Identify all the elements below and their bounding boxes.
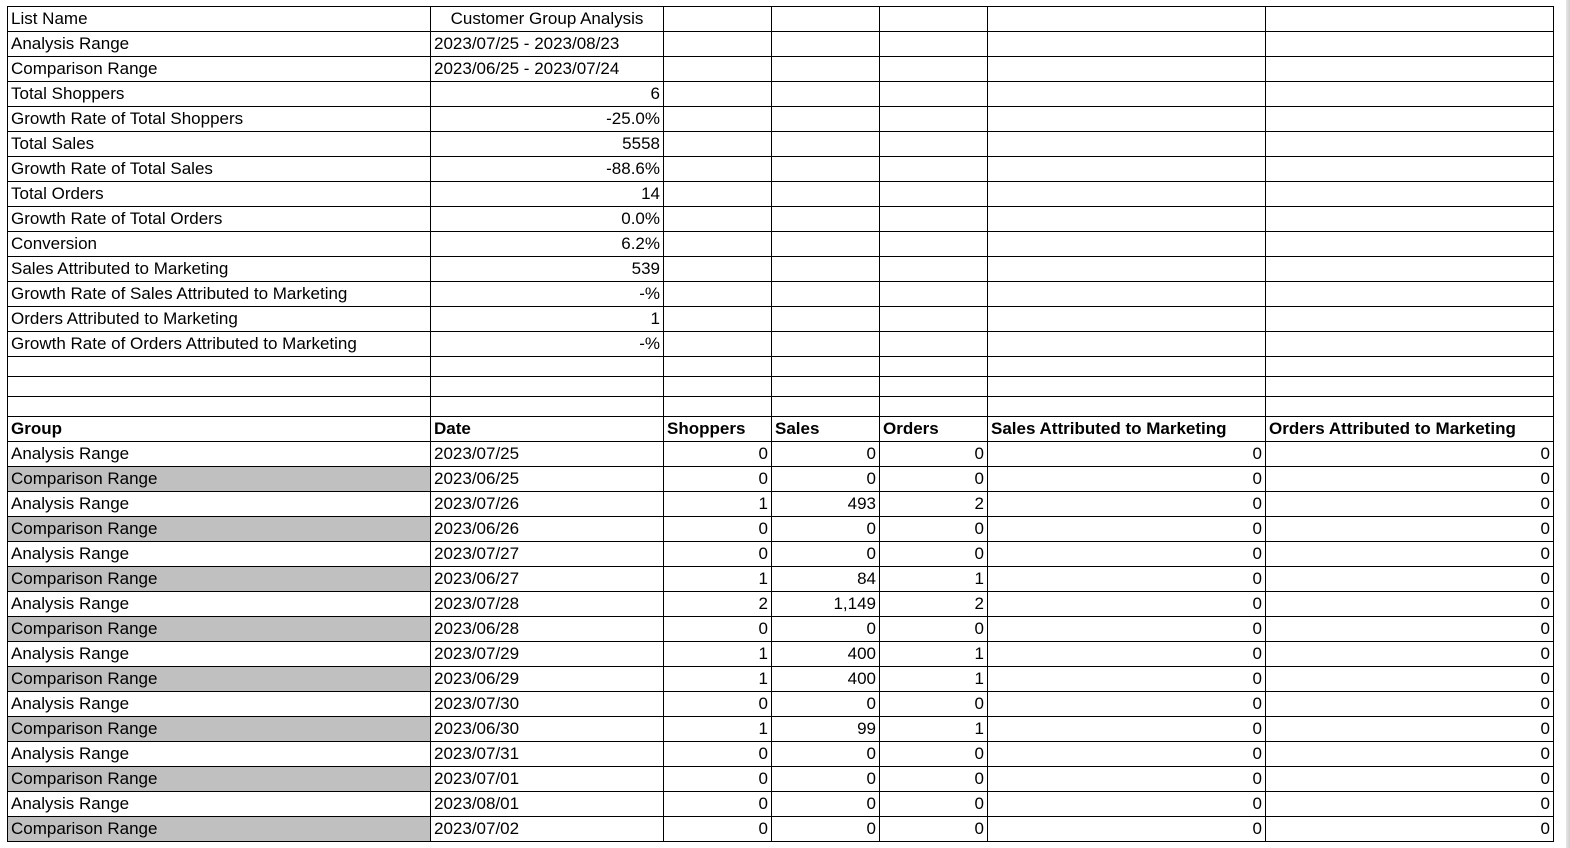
summary-value-cell[interactable]: -25.0%: [431, 107, 664, 132]
group-cell[interactable]: Comparison Range: [8, 567, 431, 592]
summary-row: [8, 7, 1554, 32]
summary-label-cell[interactable]: Total Orders: [8, 182, 431, 207]
shoppers-cell[interactable]: 0: [664, 542, 772, 567]
shoppers-cell[interactable]: 0: [664, 817, 772, 842]
empty-cell[interactable]: [8, 357, 431, 377]
shoppers-cell[interactable]: 1: [664, 717, 772, 742]
empty-cell[interactable]: [1266, 107, 1554, 132]
empty-cell[interactable]: [1266, 82, 1554, 107]
oam-cell[interactable]: 0: [1266, 542, 1554, 567]
summary-value-cell[interactable]: 6.2%: [431, 232, 664, 257]
group-cell[interactable]: Analysis Range: [8, 742, 431, 767]
sam-cell[interactable]: 0: [988, 792, 1266, 817]
sam-cell[interactable]: 0: [988, 642, 1266, 667]
group-cell[interactable]: Analysis Range: [8, 492, 431, 517]
empty-cell[interactable]: [1266, 57, 1554, 82]
summary-row: [8, 307, 1554, 332]
summary-row: [8, 182, 1554, 207]
table-row: [8, 542, 1554, 567]
empty-cell[interactable]: [988, 132, 1266, 157]
empty-cell[interactable]: [772, 257, 880, 282]
summary-row: [8, 257, 1554, 282]
summary-label-cell[interactable]: Growth Rate of Sales Attributed to Marketing: [8, 282, 431, 307]
summary-row: [8, 232, 1554, 257]
orders-cell[interactable]: 2: [880, 492, 988, 517]
orders-cell[interactable]: 0: [880, 442, 988, 467]
table-row: [8, 492, 1554, 517]
empty-cell[interactable]: [1266, 182, 1554, 207]
summary-label-cell[interactable]: List Name: [8, 7, 431, 32]
group-cell[interactable]: Analysis Range: [8, 592, 431, 617]
empty-cell[interactable]: [1266, 232, 1554, 257]
empty-cell[interactable]: [772, 57, 880, 82]
sam-cell[interactable]: 0: [988, 492, 1266, 517]
empty-cell[interactable]: [772, 397, 880, 417]
sales-cell[interactable]: 493: [772, 492, 880, 517]
empty-cell[interactable]: [988, 82, 1266, 107]
empty-cell[interactable]: [988, 157, 1266, 182]
oam-cell[interactable]: 0: [1266, 717, 1554, 742]
empty-cell[interactable]: [880, 82, 988, 107]
orders-cell[interactable]: 2: [880, 592, 988, 617]
table-row: [8, 767, 1554, 792]
orders-cell[interactable]: 1: [880, 642, 988, 667]
summary-label-cell[interactable]: Total Shoppers: [8, 82, 431, 107]
group-cell[interactable]: Comparison Range: [8, 817, 431, 842]
group-cell[interactable]: Comparison Range: [8, 467, 431, 492]
empty-cell[interactable]: [880, 397, 988, 417]
summary-label-cell[interactable]: Comparison Range: [8, 57, 431, 82]
table-row: [8, 517, 1554, 542]
sales-cell[interactable]: 0: [772, 767, 880, 792]
empty-cell[interactable]: [1266, 207, 1554, 232]
column-header[interactable]: Shoppers: [664, 417, 772, 442]
empty-cell[interactable]: [988, 207, 1266, 232]
summary-value-cell[interactable]: -%: [431, 332, 664, 357]
group-cell[interactable]: Comparison Range: [8, 617, 431, 642]
summary-value-cell[interactable]: 1: [431, 307, 664, 332]
orders-cell[interactable]: 0: [880, 517, 988, 542]
empty-cell[interactable]: [772, 307, 880, 332]
sales-cell[interactable]: 0: [772, 467, 880, 492]
summary-row: [8, 132, 1554, 157]
empty-cell[interactable]: [880, 257, 988, 282]
empty-cell[interactable]: [988, 7, 1266, 32]
date-cell[interactable]: 2023/08/01: [431, 792, 664, 817]
empty-cell[interactable]: [880, 132, 988, 157]
date-cell[interactable]: 2023/06/25: [431, 467, 664, 492]
empty-cell[interactable]: [1266, 157, 1554, 182]
sales-cell[interactable]: 400: [772, 642, 880, 667]
empty-cell[interactable]: [988, 32, 1266, 57]
empty-cell[interactable]: [772, 82, 880, 107]
sam-cell[interactable]: 0: [988, 742, 1266, 767]
empty-cell[interactable]: [664, 282, 772, 307]
summary-value-cell[interactable]: 2023/06/25 - 2023/07/24: [431, 57, 664, 82]
empty-cell[interactable]: [1266, 32, 1554, 57]
empty-cell[interactable]: [664, 377, 772, 397]
summary-value-cell[interactable]: 6: [431, 82, 664, 107]
group-cell[interactable]: Comparison Range: [8, 717, 431, 742]
empty-cell[interactable]: [1266, 377, 1554, 397]
empty-cell[interactable]: [988, 377, 1266, 397]
date-cell[interactable]: 2023/06/30: [431, 717, 664, 742]
sales-cell[interactable]: 0: [772, 692, 880, 717]
summary-value-cell[interactable]: -88.6%: [431, 157, 664, 182]
empty-cell[interactable]: [664, 182, 772, 207]
empty-cell[interactable]: [988, 307, 1266, 332]
date-cell[interactable]: 2023/07/02: [431, 817, 664, 842]
empty-cell[interactable]: [772, 32, 880, 57]
table-row: [8, 467, 1554, 492]
group-cell[interactable]: Analysis Range: [8, 442, 431, 467]
empty-cell[interactable]: [1266, 257, 1554, 282]
empty-cell[interactable]: [880, 207, 988, 232]
empty-cell[interactable]: [664, 32, 772, 57]
date-cell[interactable]: 2023/07/26: [431, 492, 664, 517]
sales-cell[interactable]: 1,149: [772, 592, 880, 617]
orders-cell[interactable]: 0: [880, 617, 988, 642]
empty-cell[interactable]: [664, 357, 772, 377]
blank-row: [8, 357, 1554, 377]
group-cell[interactable]: Comparison Range: [8, 667, 431, 692]
summary-row: [8, 82, 1554, 107]
oam-cell[interactable]: 0: [1266, 817, 1554, 842]
table-row: [8, 592, 1554, 617]
summary-label-cell[interactable]: Growth Rate of Total Sales: [8, 157, 431, 182]
sam-cell[interactable]: 0: [988, 467, 1266, 492]
group-cell[interactable]: Analysis Range: [8, 792, 431, 817]
date-cell[interactable]: 2023/07/31: [431, 742, 664, 767]
empty-cell[interactable]: [880, 7, 988, 32]
shoppers-cell[interactable]: 0: [664, 742, 772, 767]
empty-cell[interactable]: [664, 107, 772, 132]
empty-cell[interactable]: [880, 357, 988, 377]
empty-cell[interactable]: [772, 7, 880, 32]
date-cell[interactable]: 2023/07/29: [431, 642, 664, 667]
summary-label-cell[interactable]: Total Sales: [8, 132, 431, 157]
shoppers-cell[interactable]: 1: [664, 667, 772, 692]
group-cell[interactable]: Comparison Range: [8, 517, 431, 542]
oam-cell[interactable]: 0: [1266, 742, 1554, 767]
empty-cell[interactable]: [431, 357, 664, 377]
orders-cell[interactable]: 1: [880, 717, 988, 742]
column-header[interactable]: Orders: [880, 417, 988, 442]
group-cell[interactable]: Analysis Range: [8, 692, 431, 717]
empty-cell[interactable]: [772, 132, 880, 157]
oam-cell[interactable]: 0: [1266, 517, 1554, 542]
table-header-row: [8, 417, 1554, 442]
summary-label-cell[interactable]: Conversion: [8, 232, 431, 257]
empty-cell[interactable]: [1266, 307, 1554, 332]
column-header[interactable]: Sales: [772, 417, 880, 442]
shoppers-cell[interactable]: 0: [664, 467, 772, 492]
sam-cell[interactable]: 0: [988, 567, 1266, 592]
shoppers-cell[interactable]: 1: [664, 567, 772, 592]
blank-row: [8, 377, 1554, 397]
empty-cell[interactable]: [988, 257, 1266, 282]
group-cell[interactable]: Analysis Range: [8, 542, 431, 567]
sam-cell[interactable]: 0: [988, 592, 1266, 617]
summary-row: [8, 207, 1554, 232]
table-row: [8, 742, 1554, 767]
date-cell[interactable]: 2023/06/28: [431, 617, 664, 642]
spreadsheet-body: [8, 7, 1554, 842]
sam-cell[interactable]: 0: [988, 767, 1266, 792]
sales-cell[interactable]: 0: [772, 617, 880, 642]
sam-cell[interactable]: 0: [988, 692, 1266, 717]
oam-cell[interactable]: 0: [1266, 592, 1554, 617]
orders-cell[interactable]: 1: [880, 667, 988, 692]
oam-cell[interactable]: 0: [1266, 567, 1554, 592]
orders-cell[interactable]: 0: [880, 792, 988, 817]
oam-cell[interactable]: 0: [1266, 442, 1554, 467]
table-row: [8, 792, 1554, 817]
table-row: [8, 667, 1554, 692]
empty-cell[interactable]: [664, 82, 772, 107]
sam-cell[interactable]: 0: [988, 442, 1266, 467]
empty-cell[interactable]: [880, 332, 988, 357]
shoppers-cell[interactable]: 0: [664, 767, 772, 792]
sam-cell[interactable]: 0: [988, 667, 1266, 692]
empty-cell[interactable]: [988, 107, 1266, 132]
empty-cell[interactable]: [880, 182, 988, 207]
empty-cell[interactable]: [1266, 132, 1554, 157]
empty-cell[interactable]: [988, 232, 1266, 257]
table-row: [8, 642, 1554, 667]
spreadsheet-table: [7, 6, 1554, 842]
empty-cell[interactable]: [8, 377, 431, 397]
summary-row: [8, 282, 1554, 307]
empty-cell[interactable]: [880, 282, 988, 307]
oam-cell[interactable]: 0: [1266, 467, 1554, 492]
empty-cell[interactable]: [664, 332, 772, 357]
orders-cell[interactable]: 0: [880, 467, 988, 492]
empty-cell[interactable]: [664, 257, 772, 282]
empty-cell[interactable]: [772, 332, 880, 357]
empty-cell[interactable]: [772, 377, 880, 397]
empty-cell[interactable]: [772, 232, 880, 257]
summary-row: [8, 32, 1554, 57]
summary-row: [8, 157, 1554, 182]
empty-cell[interactable]: [664, 57, 772, 82]
empty-cell[interactable]: [664, 157, 772, 182]
oam-cell[interactable]: 0: [1266, 667, 1554, 692]
table-row: [8, 717, 1554, 742]
summary-row: [8, 332, 1554, 357]
sam-cell[interactable]: 0: [988, 517, 1266, 542]
summary-label-cell[interactable]: Growth Rate of Orders Attributed to Marketing: [8, 332, 431, 357]
sales-cell[interactable]: 0: [772, 517, 880, 542]
sam-cell[interactable]: 0: [988, 617, 1266, 642]
orders-cell[interactable]: 0: [880, 767, 988, 792]
shoppers-cell[interactable]: 1: [664, 492, 772, 517]
oam-cell[interactable]: 0: [1266, 492, 1554, 517]
sam-cell[interactable]: 0: [988, 817, 1266, 842]
orders-cell[interactable]: 0: [880, 692, 988, 717]
summary-value-cell[interactable]: 0.0%: [431, 207, 664, 232]
empty-cell[interactable]: [772, 182, 880, 207]
sales-cell[interactable]: 84: [772, 567, 880, 592]
empty-cell[interactable]: [772, 207, 880, 232]
empty-cell[interactable]: [772, 107, 880, 132]
summary-label-cell[interactable]: Growth Rate of Total Shoppers: [8, 107, 431, 132]
shoppers-cell[interactable]: 0: [664, 517, 772, 542]
summary-value-cell[interactable]: Customer Group Analysis: [431, 7, 664, 32]
sales-cell[interactable]: 0: [772, 817, 880, 842]
date-cell[interactable]: 2023/07/28: [431, 592, 664, 617]
column-header[interactable]: Date: [431, 417, 664, 442]
date-cell[interactable]: 2023/07/01: [431, 767, 664, 792]
empty-cell[interactable]: [1266, 332, 1554, 357]
scroll-edge: [1566, 0, 1570, 848]
oam-cell[interactable]: 0: [1266, 642, 1554, 667]
summary-label-cell[interactable]: Orders Attributed to Marketing: [8, 307, 431, 332]
shoppers-cell[interactable]: 0: [664, 442, 772, 467]
shoppers-cell[interactable]: 0: [664, 792, 772, 817]
empty-cell[interactable]: [880, 377, 988, 397]
summary-value-cell[interactable]: 14: [431, 182, 664, 207]
sales-cell[interactable]: 400: [772, 667, 880, 692]
empty-cell[interactable]: [880, 107, 988, 132]
oam-cell[interactable]: 0: [1266, 767, 1554, 792]
group-cell[interactable]: Comparison Range: [8, 767, 431, 792]
summary-row: [8, 107, 1554, 132]
empty-cell[interactable]: [988, 57, 1266, 82]
orders-cell[interactable]: 0: [880, 542, 988, 567]
empty-cell[interactable]: [988, 357, 1266, 377]
empty-cell[interactable]: [880, 32, 988, 57]
oam-cell[interactable]: 0: [1266, 692, 1554, 717]
column-header[interactable]: Orders Attributed to Marketing: [1266, 417, 1554, 442]
column-header[interactable]: Sales Attributed to Marketing: [988, 417, 1266, 442]
sales-cell[interactable]: 0: [772, 442, 880, 467]
table-row: [8, 617, 1554, 642]
column-header[interactable]: Group: [8, 417, 431, 442]
empty-cell[interactable]: [880, 157, 988, 182]
empty-cell[interactable]: [664, 132, 772, 157]
empty-cell[interactable]: [988, 282, 1266, 307]
shoppers-cell[interactable]: 1: [664, 642, 772, 667]
oam-cell[interactable]: 0: [1266, 617, 1554, 642]
sales-cell[interactable]: 0: [772, 542, 880, 567]
sales-cell[interactable]: 0: [772, 742, 880, 767]
empty-cell[interactable]: [1266, 357, 1554, 377]
blank-row: [8, 397, 1554, 417]
empty-cell[interactable]: [988, 332, 1266, 357]
summary-value-cell[interactable]: -%: [431, 282, 664, 307]
empty-cell[interactable]: [664, 397, 772, 417]
shoppers-cell[interactable]: 0: [664, 692, 772, 717]
summary-value-cell[interactable]: 539: [431, 257, 664, 282]
empty-cell[interactable]: [8, 397, 431, 417]
empty-cell[interactable]: [772, 282, 880, 307]
empty-cell[interactable]: [772, 357, 880, 377]
oam-cell[interactable]: 0: [1266, 792, 1554, 817]
group-cell[interactable]: Analysis Range: [8, 642, 431, 667]
empty-cell[interactable]: [664, 207, 772, 232]
date-cell[interactable]: 2023/06/27: [431, 567, 664, 592]
empty-cell[interactable]: [664, 7, 772, 32]
date-cell[interactable]: 2023/07/30: [431, 692, 664, 717]
table-row: [8, 442, 1554, 467]
empty-cell[interactable]: [431, 377, 664, 397]
shoppers-cell[interactable]: 2: [664, 592, 772, 617]
table-row: [8, 692, 1554, 717]
empty-cell[interactable]: [880, 307, 988, 332]
date-cell[interactable]: 2023/06/29: [431, 667, 664, 692]
empty-cell[interactable]: [988, 182, 1266, 207]
date-cell[interactable]: 2023/07/25: [431, 442, 664, 467]
date-cell[interactable]: 2023/07/27: [431, 542, 664, 567]
sam-cell[interactable]: 0: [988, 717, 1266, 742]
sales-cell[interactable]: 0: [772, 792, 880, 817]
orders-cell[interactable]: 1: [880, 567, 988, 592]
shoppers-cell[interactable]: 0: [664, 617, 772, 642]
orders-cell[interactable]: 0: [880, 817, 988, 842]
summary-label-cell[interactable]: Sales Attributed to Marketing: [8, 257, 431, 282]
empty-cell[interactable]: [1266, 7, 1554, 32]
sam-cell[interactable]: 0: [988, 542, 1266, 567]
table-row: [8, 567, 1554, 592]
summary-label-cell[interactable]: Growth Rate of Total Orders: [8, 207, 431, 232]
summary-value-cell[interactable]: 5558: [431, 132, 664, 157]
empty-cell[interactable]: [880, 57, 988, 82]
sales-cell[interactable]: 99: [772, 717, 880, 742]
summary-label-cell[interactable]: Analysis Range: [8, 32, 431, 57]
empty-cell[interactable]: [431, 397, 664, 417]
empty-cell[interactable]: [772, 157, 880, 182]
empty-cell[interactable]: [1266, 397, 1554, 417]
date-cell[interactable]: 2023/06/26: [431, 517, 664, 542]
summary-value-cell[interactable]: 2023/07/25 - 2023/08/23: [431, 32, 664, 57]
empty-cell[interactable]: [988, 397, 1266, 417]
empty-cell[interactable]: [1266, 282, 1554, 307]
orders-cell[interactable]: 0: [880, 742, 988, 767]
empty-cell[interactable]: [664, 307, 772, 332]
table-row: [8, 817, 1554, 842]
summary-row: [8, 57, 1554, 82]
empty-cell[interactable]: [880, 232, 988, 257]
empty-cell[interactable]: [664, 232, 772, 257]
